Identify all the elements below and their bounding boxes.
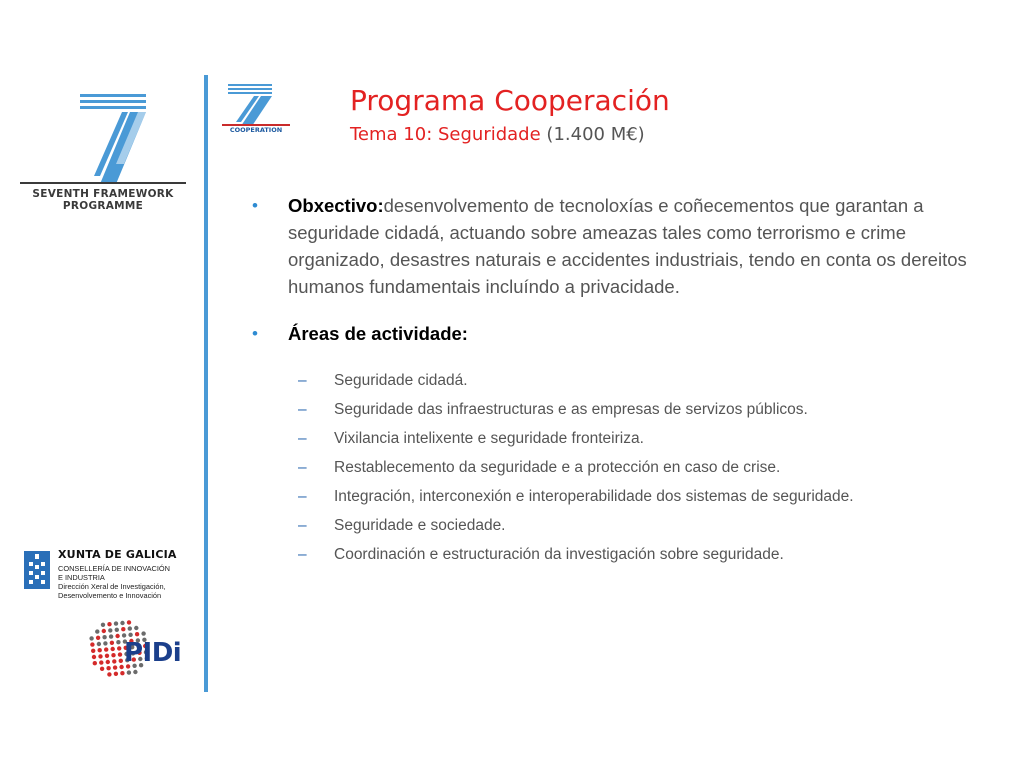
subtitle-budget: (1.400 M€): [546, 124, 645, 145]
objective-label: Obxectivo:: [288, 195, 384, 216]
seven-small-icon: [228, 80, 284, 126]
logo-dot: [104, 647, 108, 651]
subtitle-topic: Tema 10: Seguridade: [350, 124, 541, 145]
logo-dot: [116, 640, 120, 644]
logo-dot: [134, 626, 138, 630]
logo-dot: [115, 628, 119, 632]
area-text: Restablecemento da seguridade e a protección en caso de crise.: [334, 459, 781, 476]
logo-dot: [133, 670, 137, 674]
logo-dot: [111, 653, 115, 657]
list-item: [252, 457, 954, 479]
xunta-logo: [24, 547, 199, 611]
sidebar-divider: [204, 75, 208, 692]
logo-dot: [120, 621, 124, 625]
logo-dot: [102, 635, 106, 639]
area-text: Integración, interconexión e interoperabilidade dos sistemas de seguridade.: [334, 488, 854, 505]
logo-dot: [121, 627, 125, 631]
xunta-line: Desenvolvemento e Innovación: [58, 591, 162, 600]
logo-dot: [105, 654, 109, 658]
logo-dot: [118, 652, 122, 656]
logo-dot: [122, 633, 126, 637]
areas-heading: Áreas de actividade:: [288, 323, 468, 344]
logo-dot: [128, 626, 132, 630]
xunta-line: CONSELLERÍA DE INNOVACIÓN: [58, 564, 170, 573]
logo-dot: [102, 629, 106, 633]
logo-dot: [98, 654, 102, 658]
logo-dot: [95, 629, 99, 633]
dash-marker: –: [298, 372, 307, 389]
logo-dot: [96, 636, 100, 640]
logo-dot: [120, 671, 124, 675]
objective-item: [252, 192, 972, 300]
seven-emblem-icon: [80, 86, 160, 186]
page-title: Programa Cooperación: [350, 84, 670, 117]
list-item: [252, 370, 954, 392]
logo-dot: [110, 641, 114, 645]
logo-dot: [117, 646, 121, 650]
logo-dot: [141, 631, 145, 635]
logo-dot: [108, 628, 112, 632]
list-item: [252, 515, 954, 537]
page-subtitle: [350, 124, 645, 145]
list-item: [252, 544, 954, 566]
list-item: [252, 486, 954, 508]
dash-marker: –: [298, 517, 307, 534]
slide-content: [252, 192, 972, 573]
logo-dot: [91, 649, 95, 653]
logo-dot: [106, 666, 110, 670]
logo-dot: [113, 665, 117, 669]
logo-dot: [119, 659, 123, 663]
list-item: [252, 399, 954, 421]
xunta-line: Dirección Xeral de Investigación,: [58, 582, 166, 591]
xunta-line: E INDUSTRIA: [58, 573, 105, 582]
bullet-marker: •: [252, 196, 258, 215]
galicia-shield-icon: [24, 551, 50, 589]
area-text: Seguridade cidadá.: [334, 372, 468, 389]
fp7-line2: PROGRAMME: [62, 200, 144, 212]
cooperation-logo: [220, 80, 300, 140]
dash-marker: –: [298, 459, 307, 476]
fp7-rule: [20, 182, 186, 184]
logo-dot: [107, 622, 111, 626]
logo-dot: [115, 634, 119, 638]
logo-dot: [112, 659, 116, 663]
logo-dot: [93, 661, 97, 665]
logo-dot: [98, 648, 102, 652]
objective-text: desenvolvemento de tecnoloxías e coñecementos que garantan a seguridade cidadá, actuando sobre ameazas tales como terrorismo e crime organizado, desastres naturais e accidentes industriais, tendo en conta os dereitos humanos fundamentais incluíndo a privacidade.: [288, 195, 967, 297]
fp7-logo: [18, 86, 188, 221]
logo-dot: [127, 670, 131, 674]
logo-dot: [101, 623, 105, 627]
dash-marker: –: [298, 546, 307, 563]
logo-dot: [109, 634, 113, 638]
areas-list: [252, 370, 972, 566]
objective-paragraph: [288, 192, 968, 300]
cooperation-label: COOPERATION: [222, 124, 290, 136]
area-text: Seguridade das infraestructuras e as empresas de servizos públicos.: [334, 401, 808, 418]
logo-dot: [90, 642, 94, 646]
logo-dot: [111, 647, 115, 651]
dash-marker: –: [298, 401, 307, 418]
logo-dot: [135, 632, 139, 636]
fp7-line1: SEVENTH FRAMEWORK: [32, 188, 174, 200]
bullet-marker: •: [252, 324, 258, 343]
xunta-title: XUNTA DE GALICIA: [58, 548, 177, 561]
logo-dot: [97, 642, 101, 646]
logo-dot: [92, 655, 96, 659]
pidi-wordmark: PIDi: [124, 638, 182, 668]
logo-dot: [103, 641, 107, 645]
dash-marker: –: [298, 430, 307, 447]
logo-dot: [114, 672, 118, 676]
area-text: Coordinación e estructuración da investigación sobre seguridade.: [334, 546, 784, 563]
logo-dot: [106, 660, 110, 664]
dash-marker: –: [298, 488, 307, 505]
area-text: Vixilancia intelixente e seguridade fronteiriza.: [334, 430, 644, 447]
logo-dot: [99, 660, 103, 664]
xunta-subtitle: [58, 564, 170, 600]
list-item: [252, 428, 954, 450]
areas-item: [252, 320, 972, 348]
logo-dot: [89, 636, 93, 640]
logo-dot: [127, 620, 131, 624]
logo-dot: [100, 667, 104, 671]
area-text: Seguridade e sociedade.: [334, 517, 506, 534]
logo-dot: [128, 633, 132, 637]
pidi-logo: [82, 618, 192, 688]
logo-dot: [107, 672, 111, 676]
logo-dot: [114, 621, 118, 625]
